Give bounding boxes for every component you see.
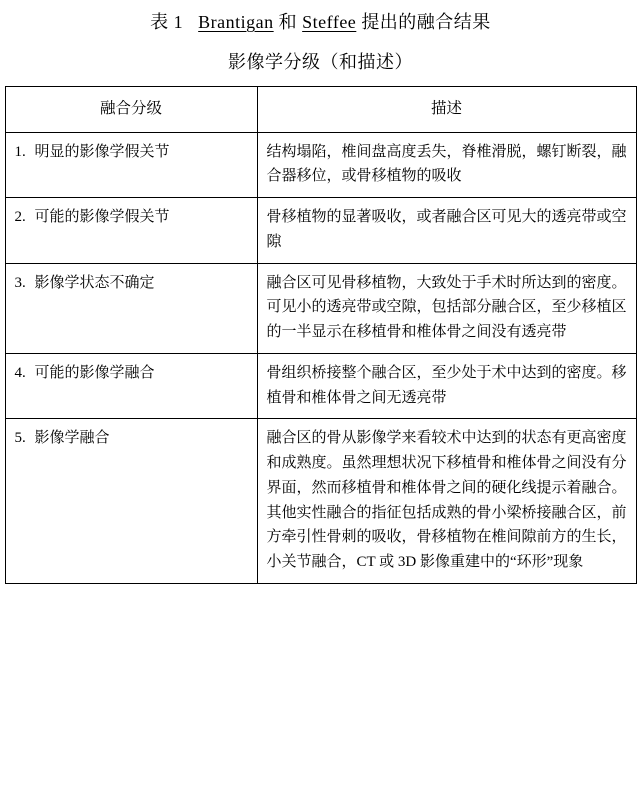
grade-cell [5,263,257,353]
caption-label: 表 1 [150,12,184,32]
grade-label: 可能的影像学融合 [34,364,155,381]
document-page [0,8,641,786]
caption-suffix: 提出的融合结果 [361,12,491,32]
table-row [5,132,636,198]
column-header-grade: 融合分级 [5,87,257,133]
grade-label: 可能的影像学假关节 [34,209,170,226]
column-header-description: 描述 [257,87,636,133]
grade-cell [5,353,257,419]
description-cell: 融合区的骨从影像学来看较术中达到的状态有更高密度和成熟度。虽然理想状况下移植骨和椎体骨之间没有分界面，然而移植骨和椎体骨之间的硬化线提示着融合。其他实性融合的指征包括成熟的骨小梁桥接融合区，前方牵引性骨刺的吸收，骨移植物在椎间隙前方的生长，小关节融合，CT 或 3D 影像重建中的“环形”现象 [257,419,636,584]
description-cell: 融合区可见骨移植物，大致处于手术时所达到的密度。可见小的透亮带或空隙，包括部分融合区，至少移植区的一半显示在移植骨和椎体骨之间没有透亮带 [257,263,636,353]
caption-author-2: Steffee [302,12,357,32]
grade-number: 5. [14,430,26,447]
table-row [5,353,636,419]
table-caption-line-1 [0,8,641,34]
fusion-grading-table [5,86,637,584]
grade-label: 明显的影像学假关节 [34,143,170,160]
grade-cell [5,198,257,264]
grade-label: 影像学状态不确定 [34,274,155,291]
grade-cell [5,419,257,584]
grade-number: 3. [14,274,26,291]
grade-cell [5,132,257,198]
description-cell: 骨移植物的显著吸收，或者融合区可见大的透亮带或空隙 [257,198,636,264]
table-row [5,419,636,584]
caption-author-1: Brantigan [198,12,274,32]
grade-number: 4. [14,364,26,381]
table-row [5,198,636,264]
caption-conjunction: 和 [278,12,298,32]
description-cell: 结构塌陷，椎间盘高度丢失，脊椎滑脱，螺钉断裂，融合器移位，或骨移植物的吸收 [257,132,636,198]
grade-number: 1. [14,143,26,160]
table-header-row [5,87,636,133]
table-caption-line-2: 影像学分级（和描述） [228,52,413,72]
table-row [5,263,636,353]
description-cell: 骨组织桥接整个融合区，至少处于术中达到的密度。移植骨和椎体骨之间无透亮带 [257,353,636,419]
grade-label: 影像学融合 [34,430,110,447]
grade-number: 2. [14,209,26,226]
